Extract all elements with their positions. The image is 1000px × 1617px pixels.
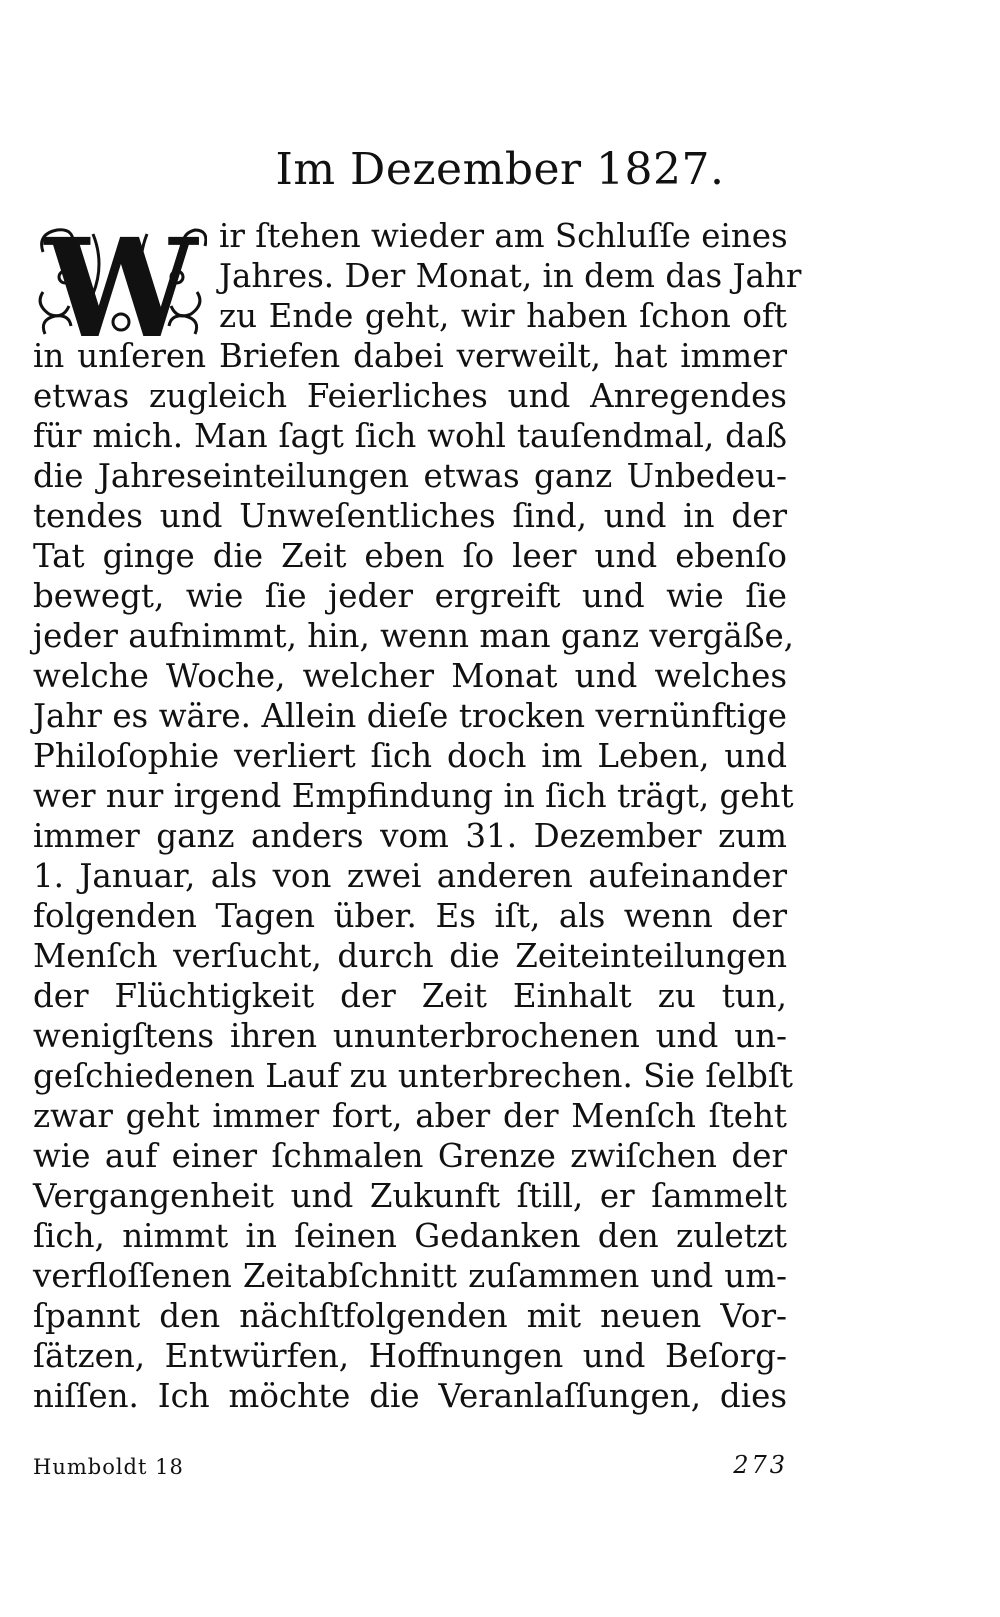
text-line: niſſen. Ich möchte die Veranlaſſungen, dies [33, 1377, 787, 1415]
text-line: ſätzen, Entwürfen, Hoffnungen und Beſorg- [33, 1337, 787, 1375]
text-line: welche Woche, welcher Monat und welches [33, 657, 787, 695]
text-line: zwar geht immer fort, aber der Menſch ſteht [33, 1097, 787, 1135]
text-line: wie auf einer ſchmalen Grenze zwiſchen der [33, 1137, 787, 1175]
text-line: jeder aufnimmt, hin, wenn man ganz vergäße, [33, 617, 795, 655]
text-line: die Jahreseinteilungen etwas ganz Unbedeu- [33, 457, 787, 495]
text-line: Vergangenheit und Zukunft ſtill, er ſammelt [33, 1177, 787, 1215]
text-line: Tat ginge die Zeit eben ſo leer und ebenſo [33, 537, 787, 575]
text-line: wer nur irgend Empfindung in ſich trägt, geht [33, 777, 794, 815]
text-line: 1. Januar, als von zwei anderen aufeinander [33, 857, 787, 895]
text-line: verfloſſenen Zeitabſchnitt zuſammen und um- [33, 1257, 787, 1295]
text-line: ir ſtehen wieder am Schluſſe eines [219, 217, 788, 255]
footer-signature: Humboldt 18 [33, 1455, 184, 1479]
text-line: der Flüchtigkeit der Zeit Einhalt zu tun, [33, 977, 787, 1015]
drop-cap-letter: W [44, 222, 198, 344]
text-line: folgenden Tagen über. Es iſt, als wenn der [33, 897, 787, 935]
text-line: in unſeren Briefen dabei verweilt, hat immer [33, 337, 787, 375]
text-line: Philoſophie verliert ſich doch im Leben, und [33, 737, 787, 775]
text-line: immer ganz anders vom 31. Dezember zum [33, 817, 787, 855]
page-number: 273 [733, 1451, 788, 1479]
text-line: etwas zugleich Feierliches und Anregendes [33, 377, 787, 415]
text-line: ſpannt den nächſtfolgenden mit neuen Vor- [33, 1297, 787, 1335]
page-title: Im Dezember 1827. [275, 144, 725, 195]
text-line: Menſch verſucht, durch die Zeiteinteilungen [33, 937, 787, 975]
text-line: geſchiedenen Lauf zu unterbrechen. Sie ſelbſt [33, 1057, 793, 1095]
text-line: Jahr es wäre. Allein dieſe trocken vernünftige [33, 697, 787, 735]
text-line: für mich. Man ſagt ſich wohl tauſendmal, daß [33, 417, 787, 455]
text-line: bewegt, wie ſie jeder ergreift und wie ſie [33, 577, 787, 615]
text-line: zu Ende geht, wir haben ſchon oft [219, 297, 787, 335]
text-line: tendes und Unweſentliches ſind, und in der [33, 497, 787, 535]
text-line: Jahres. Der Monat, in dem das Jahr [219, 257, 802, 295]
text-line: ſich, nimmt in ſeinen Gedanken den zuletzt [33, 1217, 787, 1255]
ornamental-drop-cap [35, 222, 207, 344]
text-line: wenigſtens ihren ununterbrochenen und un- [33, 1017, 787, 1055]
